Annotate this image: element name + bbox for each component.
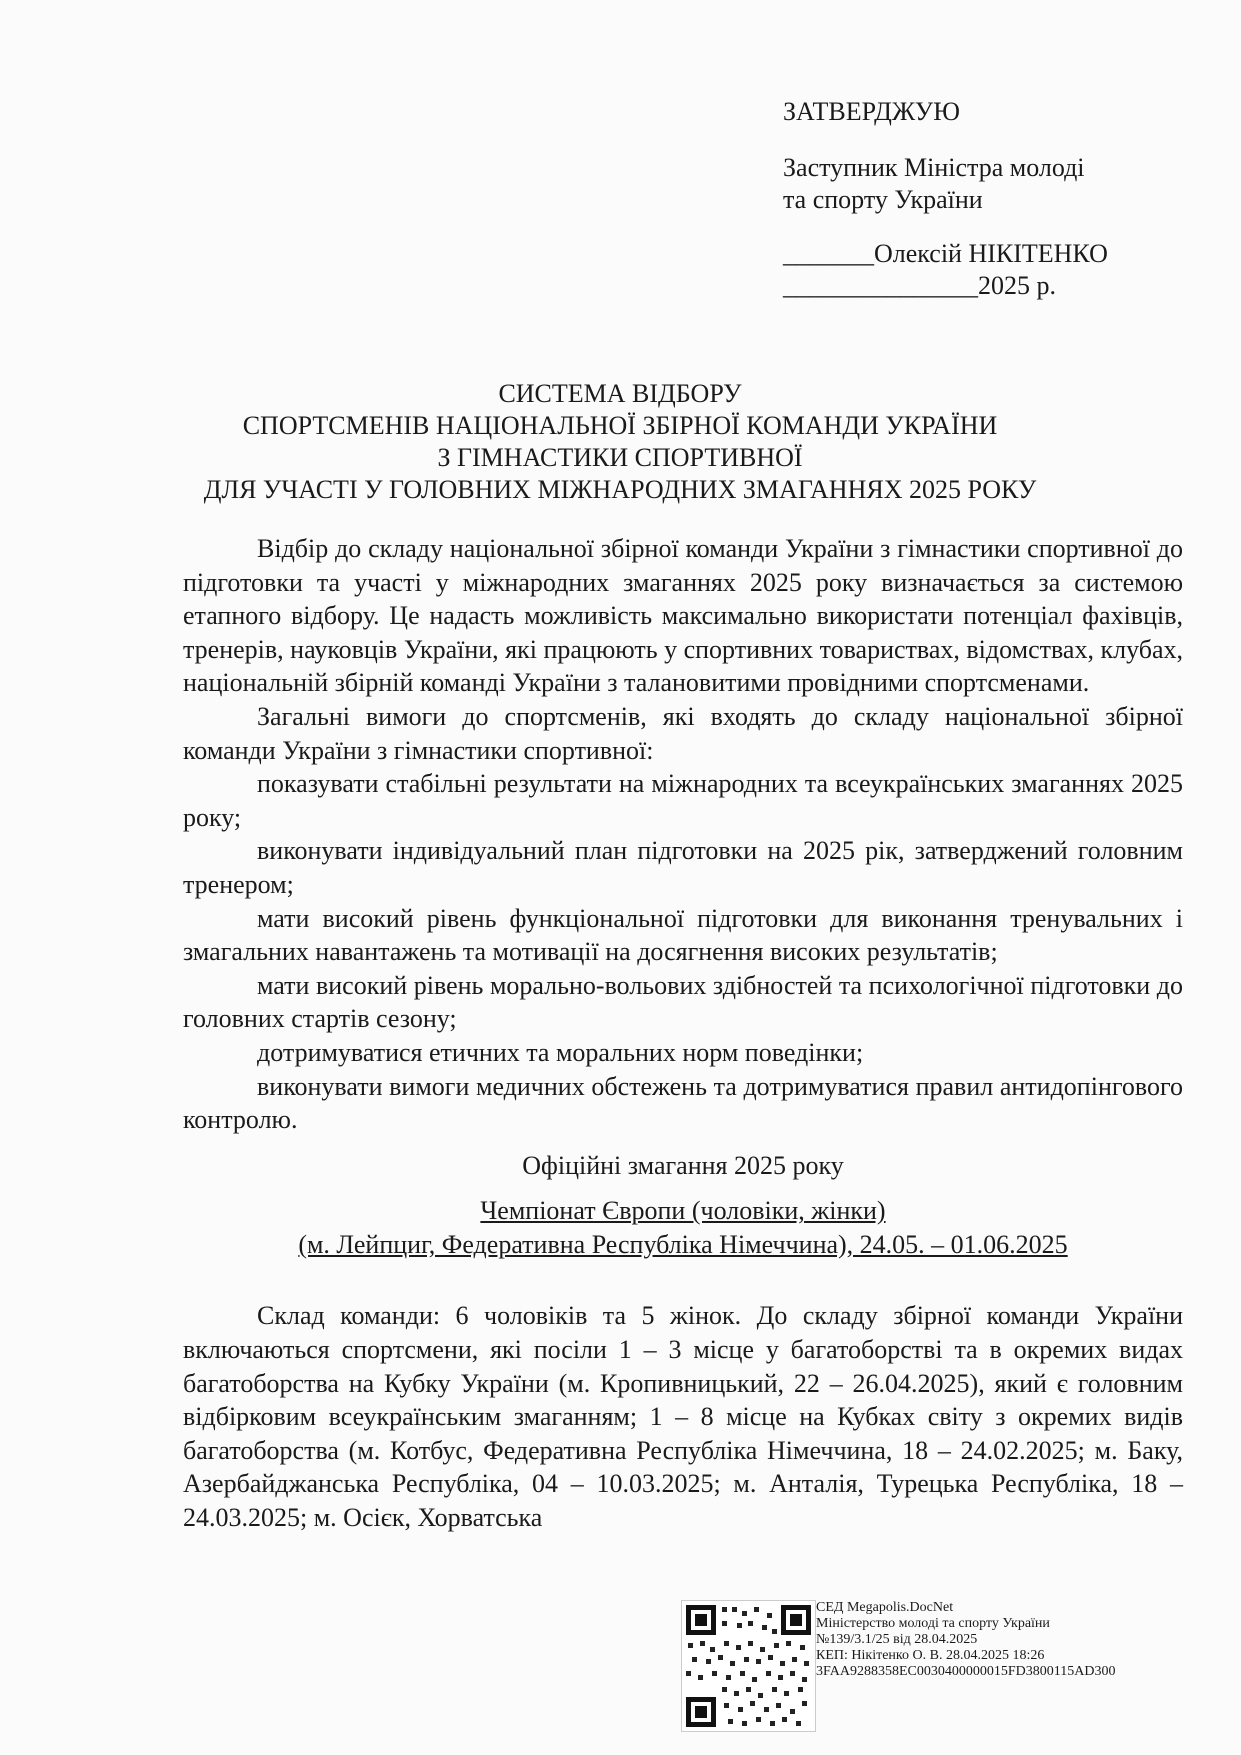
heading-line: СПОРТСМЕНІВ НАЦІОНАЛЬНОЇ ЗБІРНОЇ КОМАНДИ УКРАЇНИ [242, 411, 998, 440]
qr-code-image [682, 1601, 815, 1731]
qr-code [681, 1600, 816, 1732]
approval-date-line: _______________2025 р. [783, 271, 1056, 300]
event-location-text: (м. Лейпциг, Федеративна Республіка Німеччина), 24.05. – 01.06.2025 [298, 1229, 1068, 1259]
heading-line: ДЛЯ УЧАСТІ У ГОЛОВНИХ МІЖНАРОДНИХ ЗМАГАННЯХ 2025 РОКУ [203, 475, 1037, 504]
document-heading [120, 378, 1120, 506]
approval-signature-line: _______Олексій НІКІТЕНКО [783, 239, 1108, 268]
competitions-title: Офіційні змагання 2025 року [522, 1150, 844, 1180]
event-title-line1 [183, 1194, 1183, 1228]
stamp-doc-number: №139/3.1/25 від 28.04.2025 [816, 1632, 978, 1647]
requirement-item: виконувати вимоги медичних обстежень та дотримуватися правил антидопінгового контролю. [183, 1071, 1183, 1135]
stamp-system: СЕД Megapolis.DocNet [816, 1600, 954, 1615]
requirements-intro-paragraph: Загальні вимоги до спортсменів, які входять до складу національної збірної команди України з гімнастики спортивної: [183, 701, 1183, 765]
approval-position-line2: та спорту України [783, 185, 983, 214]
stamp-hash: 3FAA9288358EC0030400000015FD3800115AD300 [816, 1664, 1116, 1679]
requirement-item: мати високий рівень морально-вольових здібностей та психологічної підготовки до головних стартів сезону; [183, 970, 1183, 1034]
heading-line: СИСТЕМА ВІДБОРУ [498, 379, 742, 408]
requirement-item: мати високий рівень функціональної підготовки для виконання тренувальних і змагальних навантажень та мотивації на досягнення високих результатів; [183, 903, 1183, 967]
event-title-text: Чемпіонат Європи (чоловіки, жінки) [480, 1196, 886, 1226]
approval-title: ЗАТВЕРДЖУЮ [783, 97, 960, 126]
e-signature-stamp [816, 1600, 1236, 1680]
team-composition-paragraph: Склад команди: 6 чоловіків та 5 жінок. До складу збірної команди України включаються спортсмени, які посіли 1 – 3 місце у багатоборстві та в окремих видах багатоборства на Кубку України (м. Кропивницький, 22 – 26.04.2025), який є головним відбірковим всеукраїнським змаганням; 1 – 8 місце на Кубках світу з окремих видів багатоборства (м. Котбус, Федеративна Республіка Німеччина, 18 – 24.02.2025; м. Баку, Азербайджанська Республіка, 04 – 10.03.2025; м. Анталія, Турецька Республіка, 18 – 24.03.2025; м. Осієк, Хорватська [183, 1301, 1183, 1533]
heading-line: З ГІМНАСТИКИ СПОРТИВНОЇ [437, 443, 803, 472]
intro-paragraph: Відбір до складу національної збірної команди України з гімнастики спортивної до підготовки та участі у міжнародних змаганнях 2025 року визначається за системою етапного відбору. Це надасть можливість максимально використати потенціал фахівців, тренерів, науковців України, які працюють у спортивних товариствах, відомствах, клубах, національній збірній команді України з талановитими провідними спортсменами. [183, 534, 1183, 698]
requirement-item: дотримуватися етичних та моральних норм поведінки; [257, 1037, 864, 1067]
document-body [183, 532, 1183, 1535]
stamp-signer: КЕП: Нікітенко О. В. 28.04.2025 18:26 [816, 1648, 1045, 1663]
stamp-organization: Міністерство молоді та спорту України [816, 1616, 1050, 1631]
approval-block [783, 96, 1203, 302]
event-title-line2 [183, 1228, 1183, 1262]
approval-position-line1: Заступник Міністра молоді [783, 153, 1085, 182]
requirement-item: виконувати індивідуальний план підготовки на 2025 рік, затверджений головним тренером; [183, 836, 1183, 899]
requirement-item: показувати стабільні результати на міжнародних та всеукраїнських змаганнях 2025 року; [183, 769, 1183, 832]
